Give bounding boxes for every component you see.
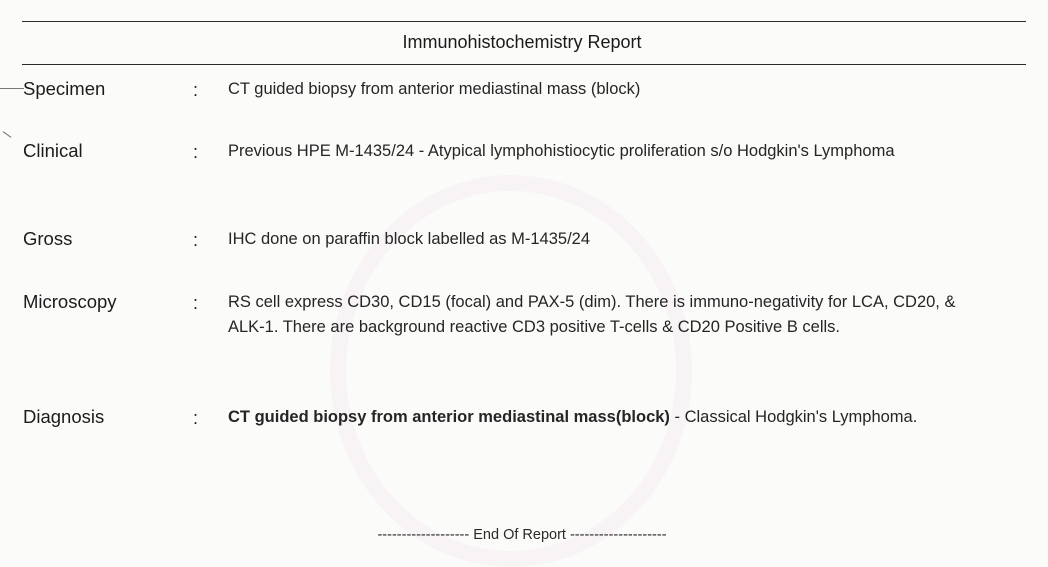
end-of-report: ------------------- End Of Report -------------------- (377, 527, 667, 543)
section-colon: : (193, 230, 199, 250)
section-value (228, 405, 968, 430)
section-label: Specimen (23, 78, 106, 99)
section-colon: : (193, 80, 199, 100)
section-label: Gross (23, 228, 73, 249)
section-label: Clinical (23, 140, 83, 161)
header-top-rule (22, 21, 1026, 22)
scan-artifact-line (0, 88, 24, 89)
section-value: IHC done on paraffin block labelled as M-1435/24 (228, 230, 591, 248)
header-bottom-rule (22, 64, 1026, 65)
diagnosis-result: - Classical Hodgkin's Lymphoma. (669, 408, 918, 426)
section-colon: : (193, 293, 199, 313)
section-value: RS cell express CD30, CD15 (focal) and PAX-5 (dim). There is immuno-negativity for LCA, CD20, & ALK-1. There are background reactive CD3 positive T-cells & CD20 Positive B cells. (228, 293, 956, 336)
section-label: Microscopy (23, 291, 117, 312)
scan-artifact-tick (3, 131, 12, 138)
section-colon: : (193, 142, 199, 162)
report-title: Immunohistochemistry Report (402, 32, 642, 52)
section-colon: : (193, 408, 199, 428)
section-label: Diagnosis (23, 406, 105, 427)
diagnosis-specimen-bold: CT guided biopsy from anterior mediastinal mass(block) (228, 408, 670, 426)
section-value: CT guided biopsy from anterior mediastinal mass (block) (228, 80, 641, 98)
section-value: Previous HPE M-1435/24 - Atypical lymphohistiocytic proliferation s/o Hodgkin's Lymphoma (228, 142, 895, 160)
